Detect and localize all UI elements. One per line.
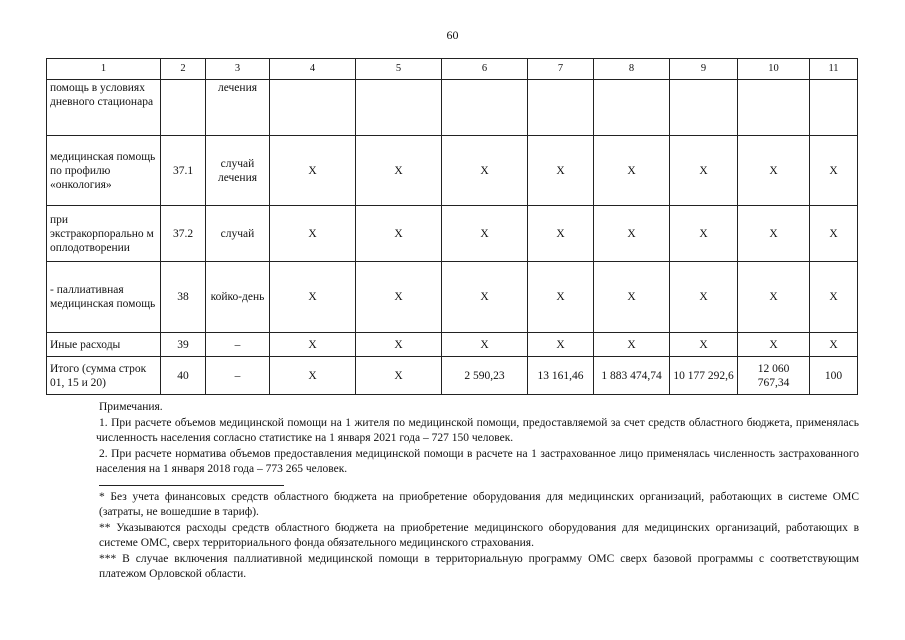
table-cell: 40 — [161, 357, 206, 395]
table-cell: случай — [206, 206, 270, 262]
table-cell: Х — [670, 262, 738, 333]
table-cell: случай лечения — [206, 136, 270, 206]
table-header-row — [47, 59, 858, 80]
row-label-cell: Иные расходы — [47, 333, 161, 357]
table-cell — [594, 80, 670, 136]
table-cell: Х — [738, 262, 810, 333]
header-cell: 5 — [356, 59, 442, 80]
table-cell: 2 590,23 — [442, 357, 528, 395]
table-cell: – — [206, 357, 270, 395]
table-cell: 38 — [161, 262, 206, 333]
table-cell: 39 — [161, 333, 206, 357]
table-cell: Х — [356, 206, 442, 262]
table-cell: Х — [442, 333, 528, 357]
notes-section — [96, 400, 859, 478]
table-cell: Х — [670, 136, 738, 206]
table-cell — [528, 80, 594, 136]
row-label-cell: медицинская помощь по профилю «онкология» — [47, 136, 161, 206]
table-cell: лечения — [206, 80, 270, 136]
header-cell: 8 — [594, 59, 670, 80]
footnote-divider — [99, 485, 284, 486]
table-row — [47, 80, 858, 136]
footnote-item: ** Указываются расходы средств областного бюджета на приобретение медицинского оборудования для медицинских организаций, работающих в системе ОМС, сверх территориального фонда обязательного медицинского страхования. — [99, 522, 859, 549]
row-label-cell: - паллиативная медицинская помощь — [47, 262, 161, 333]
row-label-cell: помощь в условиях дневного стационара — [47, 80, 161, 136]
table-cell: Х — [594, 333, 670, 357]
header-cell: 2 — [161, 59, 206, 80]
table-cell: Х — [270, 333, 356, 357]
row-label-cell: Итого (сумма строк 01, 15 и 20) — [47, 357, 161, 395]
header-cell: 6 — [442, 59, 528, 80]
table-row — [47, 206, 858, 262]
table-cell: Х — [810, 206, 858, 262]
data-table — [46, 58, 858, 395]
table-cell: Х — [810, 333, 858, 357]
header-cell: 11 — [810, 59, 858, 80]
table-cell: койко-день — [206, 262, 270, 333]
notes-heading: Примечания. — [99, 401, 163, 413]
table-cell: 1 883 474,74 — [594, 357, 670, 395]
table-cell: 37.2 — [161, 206, 206, 262]
header-cell: 7 — [528, 59, 594, 80]
table-cell: Х — [528, 262, 594, 333]
table-cell — [810, 80, 858, 136]
table-cell: Х — [442, 206, 528, 262]
table-cell: Х — [738, 206, 810, 262]
table-cell: Х — [356, 357, 442, 395]
table-cell: 100 — [810, 357, 858, 395]
table-cell: Х — [738, 333, 810, 357]
table-cell — [270, 80, 356, 136]
table-cell: Х — [670, 206, 738, 262]
table-cell: Х — [738, 136, 810, 206]
table-cell: 13 161,46 — [528, 357, 594, 395]
table-cell: Х — [270, 136, 356, 206]
table-cell: Х — [670, 333, 738, 357]
table-cell: Х — [810, 262, 858, 333]
table-cell: 37.1 — [161, 136, 206, 206]
table-cell — [738, 80, 810, 136]
table-row — [47, 333, 858, 357]
table-cell: Х — [270, 262, 356, 333]
table-cell: Х — [810, 136, 858, 206]
table-cell: Х — [442, 136, 528, 206]
header-cell: 10 — [738, 59, 810, 80]
note-item: 2. При расчете норматива объемов предоставления медицинской помощи в расчете на 1 застрахованное лицо применялась численность застрахованного населения на 1 января 2018 года – 773 265 человек. — [96, 447, 859, 475]
header-cell: 3 — [206, 59, 270, 80]
table-cell: Х — [356, 262, 442, 333]
header-cell: 4 — [270, 59, 356, 80]
footnote-item: *** В случае включения паллиативной медицинской помощи в территориальную программу ОМС сверх базовой программы с соответствующим платежом Орловской области. — [99, 553, 859, 580]
footnote-item: * Без учета финансовых средств областного бюджета на приобретение оборудования для медицинских организаций, работающих в системе ОМС (затраты, не вошедшие в тариф). — [99, 491, 859, 518]
table-cell: Х — [270, 206, 356, 262]
row-label-cell: при экстракорпорально м оплодотворении — [47, 206, 161, 262]
table-cell — [670, 80, 738, 136]
header-cell: 9 — [670, 59, 738, 80]
table-row — [47, 262, 858, 333]
table-cell — [161, 80, 206, 136]
table-cell: Х — [270, 357, 356, 395]
table-cell: Х — [356, 136, 442, 206]
table-cell: Х — [594, 136, 670, 206]
footnotes-section — [99, 490, 859, 583]
table-cell: Х — [442, 262, 528, 333]
table-cell: 10 177 292,6 — [670, 357, 738, 395]
table-cell: – — [206, 333, 270, 357]
table-cell: Х — [594, 262, 670, 333]
header-cell: 1 — [47, 59, 161, 80]
table-cell: 12 060 767,34 — [738, 357, 810, 395]
table-cell: Х — [528, 136, 594, 206]
table-cell — [442, 80, 528, 136]
page-number: 60 — [446, 28, 459, 42]
note-item: 1. При расчете объемов медицинской помощи на 1 жителя по медицинской помощи, предоставляемой за счет средств областного бюджета, применялась численность населения согласно статистике на 1 января 2021 года – 727 150 человек. — [96, 416, 859, 444]
table-row-total — [47, 357, 858, 395]
table-row — [47, 136, 858, 206]
table-cell — [356, 80, 442, 136]
table-cell: Х — [528, 206, 594, 262]
table-cell: Х — [594, 206, 670, 262]
table-cell: Х — [356, 333, 442, 357]
table-cell: Х — [528, 333, 594, 357]
